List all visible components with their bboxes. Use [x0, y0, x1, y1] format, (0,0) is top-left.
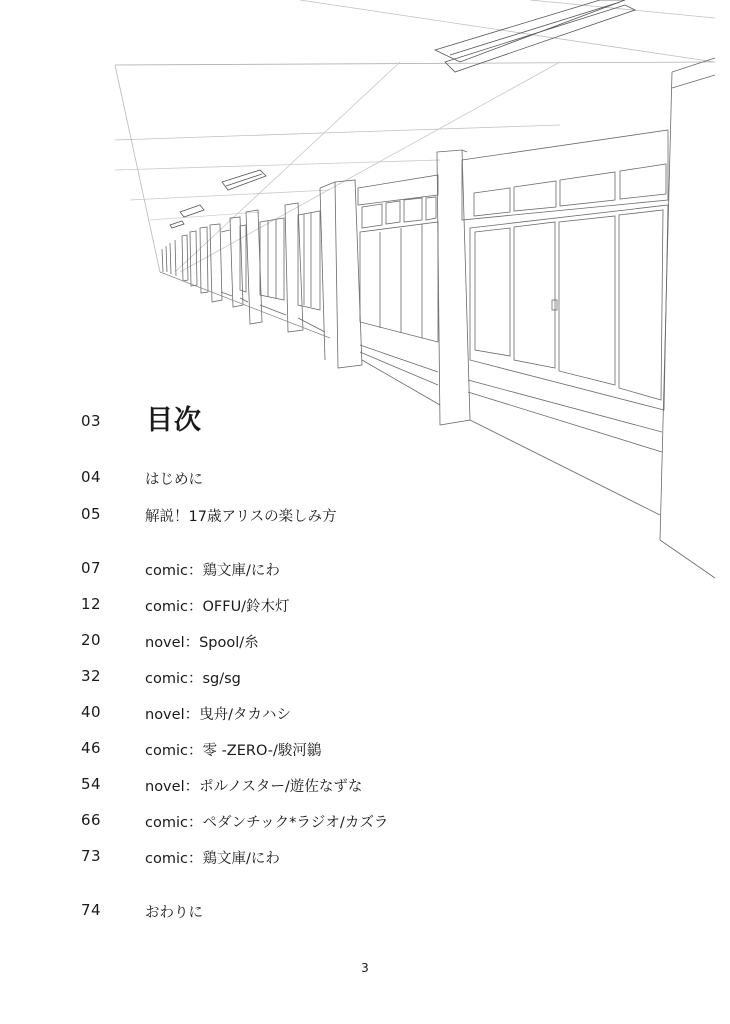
toc-entry	[0, 847, 730, 871]
toc-entry	[0, 775, 730, 799]
toc-entry-label: comic：sg/sg	[145, 671, 241, 687]
toc-entry-label: novel：ポルノスター/遊佐なずな	[145, 779, 363, 795]
toc-entry	[0, 901, 730, 925]
toc-entry-label: comic：零 -ZERO-/駿河鶲	[145, 743, 322, 759]
toc-entry	[0, 559, 730, 583]
toc-entry-page: 66	[81, 811, 102, 829]
toc-entry	[0, 595, 730, 619]
toc-header	[0, 396, 730, 440]
toc-title: 目次	[146, 405, 202, 436]
toc-entry-label: はじめに	[145, 472, 203, 488]
toc-entry-label: novel：曳舟/タカハシ	[145, 707, 291, 723]
toc-entry-page: 20	[81, 631, 102, 649]
toc-entry-label: 解説！17歳アリスの楽しみ方	[145, 509, 337, 525]
toc-entry-page: 74	[81, 901, 102, 919]
toc-entry-page: 04	[81, 468, 102, 486]
toc-entry-page: 46	[81, 739, 102, 757]
toc-entry-label: comic：ペダンチック*ラジオ/カズラ	[145, 815, 389, 831]
toc-entry	[0, 468, 730, 492]
toc-entry-label: おわりに	[145, 905, 203, 921]
toc-entry-page: 07	[81, 559, 102, 577]
toc-entry-page: 54	[81, 775, 102, 793]
toc-entry-page: 73	[81, 847, 102, 865]
toc-entry	[0, 739, 730, 763]
toc-entry	[0, 811, 730, 835]
toc-title-page-number: 03	[81, 412, 102, 430]
toc-entry	[0, 505, 730, 529]
toc-entry-page: 32	[81, 667, 102, 685]
toc-entry	[0, 631, 730, 655]
toc-entry	[0, 667, 730, 691]
toc-entry-page: 12	[81, 595, 102, 613]
toc-entry	[0, 703, 730, 727]
page-number: 3	[361, 961, 369, 975]
toc-entry-label: comic：鶏文庫/にわ	[145, 851, 280, 867]
toc-entry-page: 40	[81, 703, 102, 721]
toc-entry-label: comic：鶏文庫/にわ	[145, 563, 280, 579]
toc-entry-page: 05	[81, 505, 102, 523]
toc-entry-label: novel：Spool/糸	[145, 635, 259, 651]
toc-entry-label: comic：OFFU/鈴木灯	[145, 599, 290, 615]
